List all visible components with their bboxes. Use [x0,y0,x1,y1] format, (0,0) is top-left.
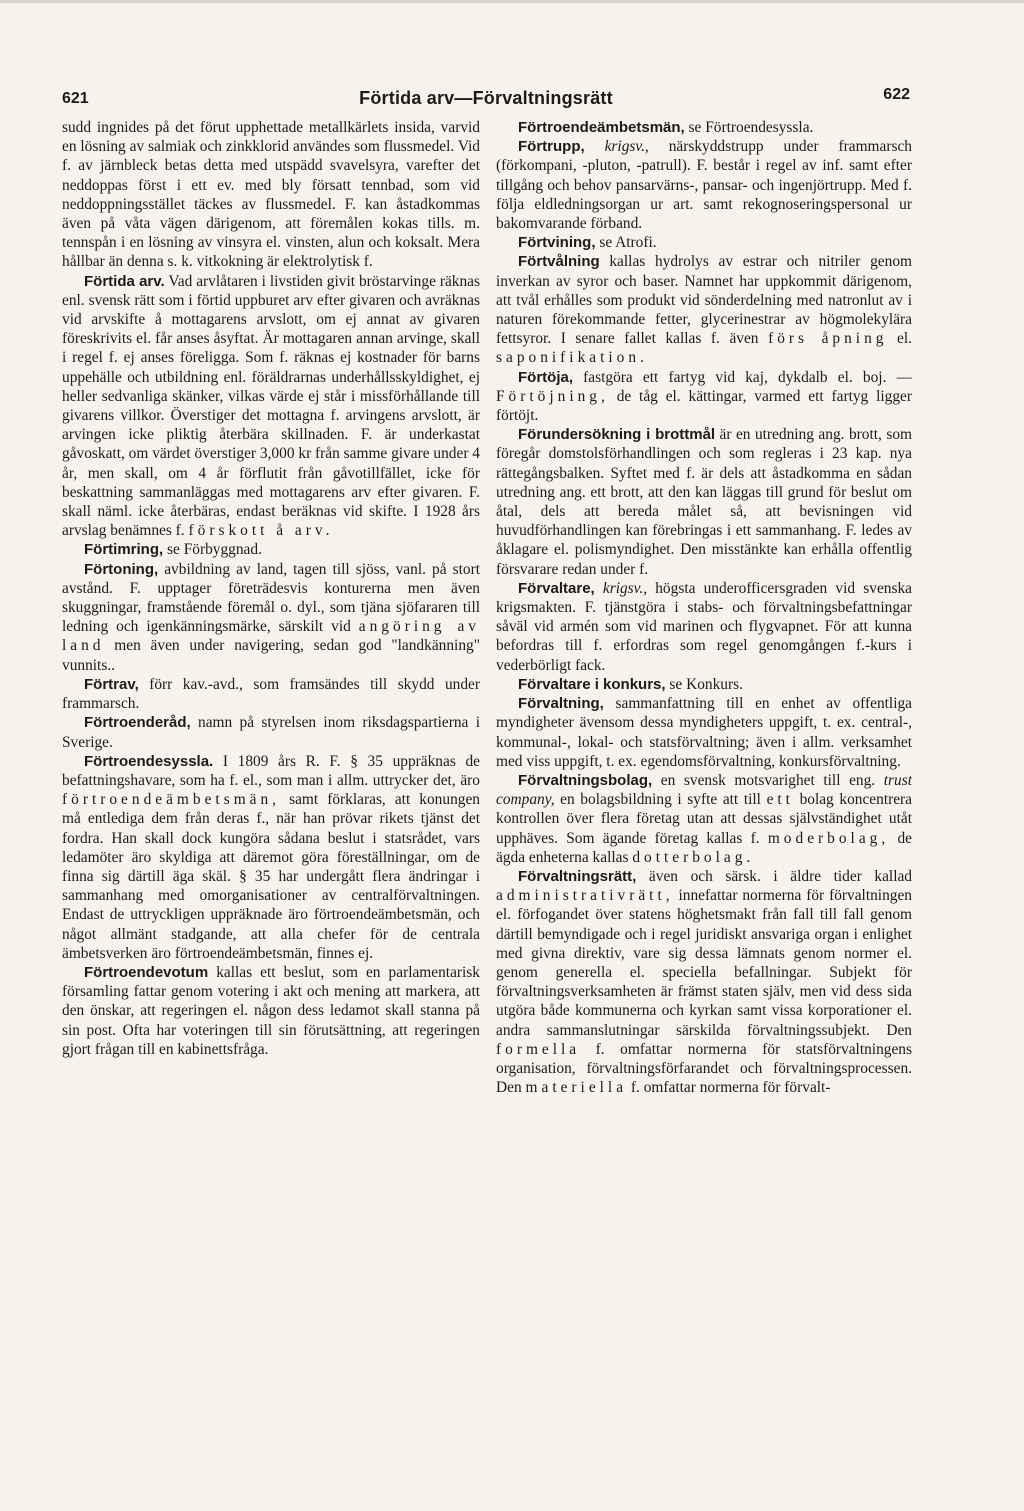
headword: Förtöja, [518,368,573,386]
subject-label: krigsv., [602,579,648,597]
headword: Förundersökning i brottmål [518,426,716,444]
entry-fortroendeambetsman [496,118,912,137]
headword: Förvaltning, [518,695,604,713]
spaced-term: förtroendeämbetsmän, [62,791,281,809]
entry-text: sammanfattning till en enhet av offentliga myndigheter ävensom dessa myndigheters uppgift, t. ex. central-, kommunal-, lokal- och statsförvaltning; även i allm. verksamhet med viss uppgift, t. ex. egendomsförvaltning, konkursförvaltning. [496,695,912,770]
entry-text: de tåg el. kättingar, varmed ett fartyg ligger förtöjt. [496,387,912,425]
spaced-term: administrativrätt, [496,887,674,905]
entry-text: fastgöra ett fartyg vid kaj, dykdalb el. boj. — [573,368,912,386]
entry-text: högsta underofficersgraden vid svenska krigsmakten. F. tjänstgöra i stabs- och förvaltningsbefattningar såväl vid armén som vid marinen och flygvapnet. För att kunna befordras till f. erfordras som regel genomgången f.-kurs i vederbörligt fack. [496,579,912,674]
entry-text: men även under navigering, sedan god "landkänning" vunnits.. [62,637,480,674]
spaced-term: förs åpning [768,330,888,348]
entry-text: Vad arvlåtaren i livstiden givit bröstarvinge räknas enl. svensk rätt som i förtid uppburet arv efter givaren och avräknas vid arvskifte å mottagarens arvslott, om ej annat av givaren föreskrivits el. får anses åsyftat. Är mottagaren annan arvinge, skall i regel f. ej anses föreligga. Som f. räknas ej kostnader för barns uppehälle och utbildning enl. föräldrarnas underhållsskyldighet, ej heller sedvanliga skänker, vilkas värde ej står i missförhållande till givarens villkor. Överstiger det mottagna f. arvingens arvslott, är arvingen icke pliktig återbära skillnaden. F. är underkastat gåvoskatt, om värdet överstiger 3,000 kr från samme givare under 4 år, men skall, om 4 år förflutit från gåvotillfället, icke för beskattning sammanläggas med mottagarens arv efter givaren. F. skall näml. icke återbäras, endast beräknas vid skifte. I 1928 års arvslag benämnes f. [62,272,480,540]
entry-forvaltning [496,694,912,771]
spaced-term: Förtöjning, [496,387,609,405]
spaced-term: materiella [525,1079,628,1097]
entry-fortimring [62,540,480,559]
top-edge-rule [0,0,1024,3]
entry-text: se Förtroendesyssla. [684,119,814,136]
entry-text: f. omfattar normerna för statsförvaltningens organisation, förvaltningsförfarandet och förvaltningsprocessen. Den [496,1040,912,1097]
entry-forvaltare-i-konkurs [496,675,912,694]
entry-forvaltningsratt [496,867,912,1097]
spaced-term: moderbolag, [767,829,890,847]
entry-fortoja [496,368,912,426]
entry-text: namn på styrelsen inom riksdagspartierna i Sverige. [62,714,480,751]
spaced-term: saponifikation. [496,349,648,367]
headword: Förtrupp, [518,138,585,156]
entry-fortroendesyssla [62,752,480,963]
headword: Förtida arv. [84,272,165,290]
entry-text: är en utredning ang. brott, som föregår domstolsförhandlingen och som regleras i 23 kap. nya rättegångsbalken. Syftet med f. är dels att åstadkomma en sådan utredning ang. ett brott, att den kan läggas till grund för beslut om åtal, dels att bereda målet så, att bevisningen vid huvudförhandlingen kan förebringas i ett sammanhang. F. ledes av åklagare el. polismyndighet. Den misstänkte kan erhålla offentlig försvarare redan under f. [496,426,912,578]
page-header [62,88,910,112]
right-column [496,118,912,1097]
entry-fortrav [62,675,480,713]
entry-forundersokning [496,425,912,579]
entry-text: se Atrofi. [595,234,657,252]
page-number-left: 621 [62,90,89,107]
entry-text: även och särsk. i äldre tider kallad [636,867,912,885]
spaced-term: formella [496,1040,581,1058]
entry-text: kallas hydrolys av estrar och nitriler genom inverkan av syror och baser. Namnet har uppkommit därigenom, att tvål erhålles som produkt vid sönderdelning med natronlut av i naturen förekommande fetter, glycerinestrar av högmolekylära fettsyror. I senare fallet kallas f. även [496,253,912,348]
page-number-right: 622 [883,86,910,103]
headword: Förvaltare, [518,579,595,597]
entry-text: de ägda enheterna kallas [496,829,912,866]
headword: Förtroendevotum [84,963,209,981]
headword: Förtroenderåd, [84,714,191,732]
entry-text: se Förbyggnad. [163,541,262,559]
headword: Förtoning, [84,560,159,578]
entry-fortroendevotum [62,963,480,1059]
entry-fortvining [496,233,912,252]
entry-text: innefattar normerna för förvaltningen el. förfogandet över statens höghetsmakt från fall till fall genom därtill bemyndigade och i regel juridiskt ansvariga organ i enlighet med givna direktiv, vare sig dessa lämnats genom normer el. genom generella el. speciella befallningar. Subjekt för förvaltningsverksamheten är främst staten själv, men vid dess sida utgöra både kommunerna och kyrkan samt vissa korporationer el. andra sammanslutningar särskilda förvaltningssubjekt. Den [496,887,912,1039]
entry-forvaltningsbolag [496,771,912,867]
entry-fortvalning [496,252,912,367]
headword: Förtvining, [518,234,596,252]
subject-label: krigsv., [604,138,649,156]
foreign-term: trust company, [496,771,912,809]
headword: Förtroendesyssla. [84,752,214,770]
headword: Förvaltningsbolag, [518,771,653,789]
entry-text: el. [887,330,912,348]
running-title: Förtida arv—Förvaltningsrätt [359,88,613,108]
entry-fortoning [62,560,480,675]
spaced-term: dotterbolag. [632,848,755,866]
entry-fortida-arv [62,272,480,541]
headword: Förtroendeämbetsmän, [518,119,685,136]
entry-text: se Konkurs. [665,675,743,693]
entry-fortrupp [496,137,912,233]
entry-text: avbildning av land, tagen till sjöss, vanl. på stort avstånd. F. upptager företrädesvis konturerna men även skuggningar, framstående föremål o. dyl., som tjäna sjöfararen till ledning och igenkänningsmärke, särskilt vid [62,560,480,636]
left-column [62,118,480,1059]
headword: Förtimring, [84,541,164,559]
entry-text: förr kav.-avd., som framsändes till skydd under frammarsch. [62,675,480,713]
entry-text: närskyddstrupp under frammarsch (förkompani, -pluton, -patrull). F. består i regel av inf. samt efter tillgång och behov pansarvärns-, pansar- och ingenjörtrupp. Med f. följa eldledningsorgan ur art. samt rekognoseringspersonal ur bakomvarande förband. [496,138,912,233]
entry-forvaltare [496,579,912,675]
headword: Förvaltningsrätt, [518,867,637,885]
headword: Förtrav, [84,675,139,693]
entry-text: f. omfattar normerna för förvalt- [627,1079,831,1097]
spaced-term: angöring av land [62,618,480,655]
headword: Förtvålning [518,253,600,271]
entry-continuation: sudd ingnides på det förut upphettade metallkärlets insida, varvid en lösning av salmiak och zinkklorid användes som flussmedel. Vid f. av järnbleck betas detta med utspädd svavelsyra, varefter det neddoppas först i ett ev. med bly försatt tennbad, som vid neddoppningsstället täckes av flussmedel. F. kan åstadkommas även på våta vägen därigenom, att föremålen kokas tills. m. tennspån i en lösning av vinsyra el. vinsten, alun och koksalt. Mera hållbar än denna s. k. vitkokning är elektrolytisk f. [62,119,480,271]
entry-text: bolag koncentrera kontrollen över flera företag utan att dessas självständighet utåt upphäves. Som ägande företag kallas f. [496,791,913,847]
spaced-term: ett [766,791,794,809]
entry-text: kallas ett beslut, som en parlamentarisk församling fattar genom votering i akt och mening att markera, att den önskar, att regeringen el. någon dess ledamot skall stanna på sin post. Ofta har voteringen till sin förutsättning, att regeringen gjort frågan till en kabinettsfråga. [62,963,480,1058]
entry-text: en svensk motsvarighet till eng. [652,771,876,789]
spaced-term: förskott å arv. [188,522,334,540]
headword: Förvaltare i konkurs, [518,675,666,693]
entry-text: samt förklaras, att konungen må entlediga dem från deras f., när han prövar rikets tjänst det fordra. Han skall dock kungöra sådana beslut i statsrådet, vars ledamöter äro skyldiga att däremot göra föreställningar, om de finna sig därtill äga skäl. § 35 har undergått flera ändringar i sammanhang med omorganisationer av centralförvaltningen. Endast de uttryckligen uppräknade äro förtroendeämbetsmän, och något allmänt stadgande, att alla chefer för de centrala ämbetsverken äro förtroendeämbetsmän, finnes ej. [62,791,480,962]
entry-fortroenderad [62,713,480,751]
entry-text: I 1809 års R. F. § 35 uppräknas de befattningshavare, som ha f. el., som man i allm. uttrycker det, äro [62,752,480,789]
entry-text: en bolagsbildning i syfte att till [554,791,761,809]
